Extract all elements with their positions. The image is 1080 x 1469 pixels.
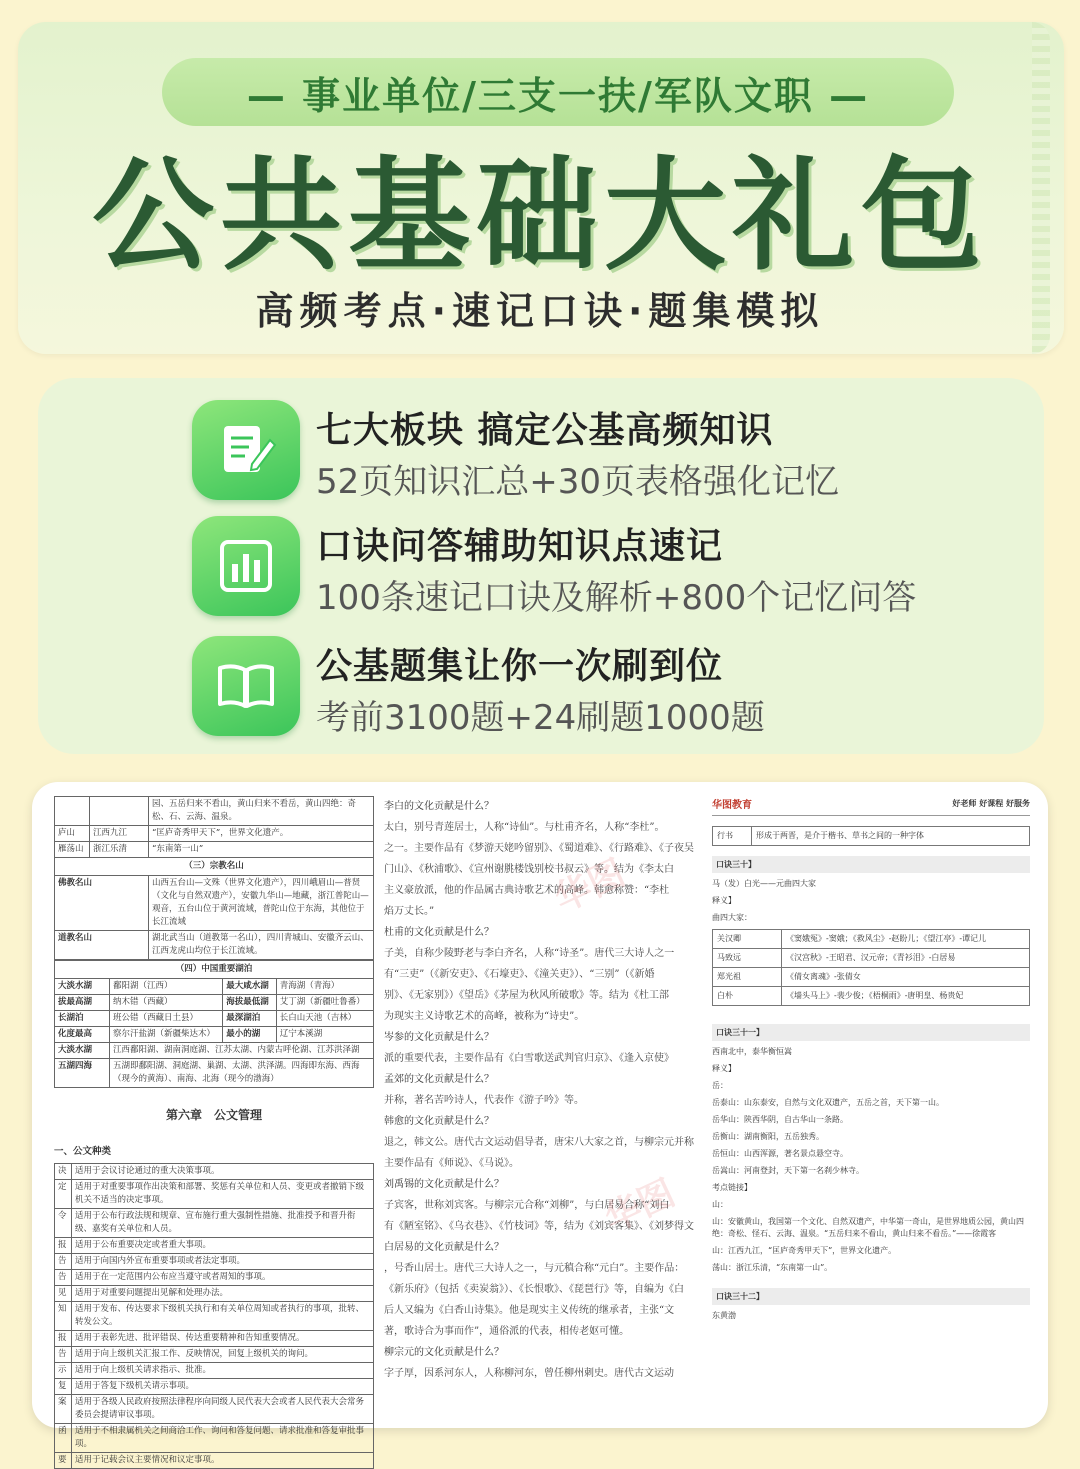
feature-desc: 52页知识汇总+30页表格强化记忆 — [316, 462, 840, 502]
text-line: 岳恒山：山西浑源，著名景点悬空寺。 — [712, 1149, 848, 1158]
mnemonic-heading: 口诀三十】 — [712, 856, 1030, 873]
table-row: 郑光祖 《倩女离魂》-张倩女 — [712, 968, 1030, 987]
feature-title: 七大板块 搞定公基高频知识 — [316, 410, 774, 451]
tagline: — 事业单位/三支一扶/军队文职 — — [246, 73, 870, 118]
question-line: 李白的文化贡献是什么？ — [384, 801, 494, 812]
explanation-label: 释义】 — [712, 1064, 736, 1073]
answer-line: 之一。主要作品有《梦游天姥吟留别》、《蜀道难》、《行路难》、《子夜吴 — [384, 843, 694, 854]
question-line: 岑参的文化贡献是什么？ — [384, 1032, 494, 1043]
hero-banner — [18, 22, 1064, 354]
answer-line: 后人又编为《白香山诗集》。他是现实主义传统的继承者，主张“文 — [384, 1305, 675, 1316]
answer-line: 有《陋室铭》、《乌衣巷》、《竹枝词》等，结为《刘宾客集》、《刘梦得文 — [384, 1221, 694, 1232]
answer-line: 主义豪放派，他的作品属古典诗歌艺术的高峰。韩愈称赞：“李杜 — [384, 885, 670, 896]
mnemonic-heading: 口诀三十二】 — [712, 1288, 1030, 1305]
text-line: 曲四大家： — [712, 913, 752, 922]
feature-item-1 — [192, 396, 1052, 506]
brand-logo: 华图教育 — [712, 800, 752, 811]
preview-page-mnemonics — [712, 796, 1030, 1416]
answer-line: ，号香山居士。唐代三大诗人之一，与元稹合称“元白”。主要作品： — [384, 1263, 685, 1274]
answer-line: 焰万丈长。” — [384, 906, 435, 917]
text-line: 山： — [712, 1200, 728, 1209]
answer-line: 退之，韩文公。唐代古文运动倡导者，唐宋八大家之首，与柳宗元并称 — [384, 1137, 694, 1148]
feature-title: 公基题集让你一次刷到位 — [316, 646, 724, 687]
table-row: 行书 形成于两晋，是介于楷书、草书之间的一种字体 — [712, 826, 1030, 846]
section-heading: 一、公文种类 — [54, 1146, 112, 1157]
answer-line: 《新乐府》（包括《卖炭翁》）、《长恨歌》、《琵琶行》等，自编为《白 — [384, 1284, 684, 1295]
question-line: 孟郊的文化贡献是什么？ — [384, 1074, 494, 1085]
answer-line: 字子厚，因系河东人，人称柳河东，曾任柳州刺史。唐代古文运动 — [384, 1368, 674, 1379]
question-line: 白居易的文化贡献是什么？ — [384, 1242, 504, 1253]
page-title: 公共基础大礼包 — [92, 145, 988, 287]
answer-line: 子宾客，世称刘宾客。与柳宗元合称“刘柳”，与白居易合称“刘白 — [384, 1200, 670, 1211]
text-line: 山：安徽黄山，我国第一个文化、自然双遗产，中华第一奇山，是世界地质公园，黄山四绝：奇松、怪石、云海、温泉。“五岳归来不看山，黄山归来不看岳。”——徐霞客 — [712, 1217, 1024, 1238]
question-line: 韩愈的文化贡献是什么？ — [384, 1116, 494, 1127]
text-line: 岳泰山：山东泰安，自然与文化双遗产，五岳之首，天下第一山。 — [712, 1098, 944, 1107]
answer-line: 派的重要代表，主要作品有《白雪歌送武判官归京》、《逢入京使》 — [384, 1053, 674, 1064]
document-type-table: 决 适用于会议讨论通过的重大决策事项。 定 适用于对重要事项作出决策和部署、奖惩有关单位和人员、变更或者撤销下级机关不适当的决定事项。 令 适用于公布行政法规和规章、宣布施行重大强制性措施、批准授予和晋升衔级、嘉奖有关单位和人员。 报 适用于公布重要决定或者重大事项。 告 适用于向国内外宣布重要事项或者法定事项。 告 适用于在一定范围内公布应当遵守或者周知的事项。 见 适用于对重要问题提出见解和处理办法。 知 适用于发布、传达要求下级机关执行和有关单位周知或者执行的事项，批转、转发公文。 报 适用于表彰先进、批评错误、传达重要精神和告知重要情况。 告 适用于向上级机关汇报工作、反映情况，回复上级机关的询问。 示 适用于向上级机关请求指示、批准。 复 适用于答复下级机关请示事项。 案 适用于各级人民政府按照法律程序向同级人民代表大会或者人民代表大会常务委员会提请审议事项。 函 适用于不相隶属机关之间商洽工作、询问和答复问题、请求批准和答复审批事项。 要 适用于记载会议主要情况和议定事项。 — [54, 1163, 374, 1469]
text-line: 岳： — [712, 1081, 728, 1090]
question-line: 杜甫的文化贡献是什么？ — [384, 927, 494, 938]
answer-line: 太白，别号青莲居士，人称“诗仙”。与杜甫齐名，人称“李杜”。 — [384, 822, 665, 833]
tagline-pill — [162, 58, 954, 126]
table-row: 关汉卿 《窦娥冤》-窦娥；《救风尘》-赵盼儿；《望江亭》-谭记儿 — [712, 929, 1030, 949]
answer-line: 有“三吏”（《新安吏》、《石壕吏》、《潼关吏》）、“三别”（《新婚 — [384, 969, 655, 980]
mnemonic-heading: 口诀三十一】 — [712, 1024, 1030, 1041]
text-line: 荡山：浙江乐清，“东南第一山”。 — [712, 1263, 833, 1272]
feature-panel — [38, 378, 1044, 754]
watermark-logo: 华图 — [548, 851, 632, 921]
answer-line: 别》、《无家别》）《望岳》《茅屋为秋风所破歌》等。结为《杜工部 — [384, 990, 669, 1001]
text-line: 岳嵩山：河南登封，天下第一名刹少林寺。 — [712, 1166, 864, 1175]
brand-slogan: 好老师 好课程 好服务 — [952, 798, 1030, 808]
feature-item-2 — [192, 512, 1052, 622]
preview-page-geography — [54, 796, 374, 1465]
feature-title: 口诀问答辅助知识点速记 — [316, 526, 724, 567]
preview-page-poets — [384, 796, 702, 1416]
document-preview — [32, 782, 1048, 1465]
mnemonic-line: 西南北中，泰华衡恒嵩 — [712, 1047, 792, 1056]
mountain-table: 园、五岳归来不看山，黄山归来不看岳，黄山四绝：奇松、石、云海、温泉。 庐山 江西九江 “匡庐奇秀甲天下”，世界文化遗产。 雁荡山 浙江乐清 “东南第一山” （三）宗教名山 佛教名山 山西五台山—文殊（世界文化遗产），四川峨眉山—普贤（文化与自然双遗产），安徽九华山—地藏，浙江普陀山—观音，五台山位于黄河流域，普陀山位于东海，其他位于长江流域 道教名山 湖北武当山（道教第一名山），四川青城山、安徽齐云山、江西龙虎山均位于长江流域。 — [54, 796, 374, 960]
answer-line: 为现实主义诗歌艺术的高峰，被称为“诗史”。 — [384, 1011, 585, 1022]
question-line: 刘禹锡的文化贡献是什么？ — [384, 1179, 504, 1190]
page-subtitle: 高频考点·速记口诀·题集模拟 — [255, 289, 825, 333]
mnemonic-line: 东黄渤 — [712, 1311, 736, 1320]
section-heading: （三）宗教名山 — [55, 858, 374, 876]
table-row: 马致远 《汉宫秋》-王昭君、汉元帝；《青衫泪》-白居易 — [712, 949, 1030, 968]
feature-item-3 — [192, 632, 1052, 742]
mnemonic-line: 马（发）白光——元曲四大家 — [712, 879, 816, 888]
bar-chart-icon — [192, 516, 300, 616]
answer-line: 著，歌诗合为事而作”，通俗派的代表，相传老妪可懂。 — [384, 1326, 630, 1337]
explanation-label: 释义】 — [712, 896, 736, 905]
section-heading: （四）中国重要湖泊 — [55, 961, 374, 979]
page-header — [712, 796, 1030, 816]
feature-desc: 100条速记口诀及解析+800个记忆问答 — [316, 578, 917, 618]
text-line: 岳衡山：湖南衡阳，五岳独秀。 — [712, 1132, 824, 1141]
text-line: 考点链接】 — [712, 1183, 752, 1192]
text-line: 山：江西九江，“匡庐奇秀甲天下”，世界文化遗产。 — [712, 1246, 897, 1255]
open-book-icon — [192, 636, 300, 736]
answer-line: 并称，著名苦吟诗人，代表作《游子吟》等。 — [384, 1095, 584, 1106]
lake-table: （四）中国重要湖泊 大淡水湖 鄱阳湖（江西） 最大咸水湖 青海湖（青海） 拔最高湖 纳木错（西藏） 海拔最低湖 艾丁湖（新疆吐鲁番） 长湖泊 班公错（西藏日土县） 最深湖泊 长白山天池（吉林） 化度最高 察尔汗盐湖（新疆柴达木） 最小的湖 辽宁本溪湖 大淡水湖 江西鄱阳湖、湖南洞庭湖、江苏太湖、内蒙古呼伦湖、江苏洪泽湖 五湖四海 五湖即鄱阳湖、洞庭湖、巢湖、太湖、洪泽湖。四海即东海、西海（现今的黄海）、南海、北海（现今的渤海） — [54, 960, 374, 1088]
chapter-title: 第六章 公文管理 — [165, 1108, 262, 1122]
answer-line: 门山》、《秋浦歌》、《宣州谢朓楼饯别校书叔云》等。结为《李太白 — [384, 864, 674, 875]
question-line: 柳宗元的文化贡献是什么？ — [384, 1347, 504, 1358]
feature-desc: 考前3100题+24刷题1000题 — [316, 698, 765, 738]
table-row: 白朴 《墙头马上》-裴少俊；《梧桐雨》-唐明皇、杨贵妃 — [712, 987, 1030, 1006]
answer-line: 子美，自称少陵野老与李白齐名，人称“诗圣”。唐代三大诗人之一 — [384, 948, 675, 959]
document-pen-icon — [192, 400, 300, 500]
text-line: 岳华山：陕西华阴，自古华山一条路。 — [712, 1115, 848, 1124]
watermark-logo: 华图 — [598, 1171, 682, 1241]
answer-line: 主要作品有《师说》、《马说》。 — [384, 1158, 519, 1169]
